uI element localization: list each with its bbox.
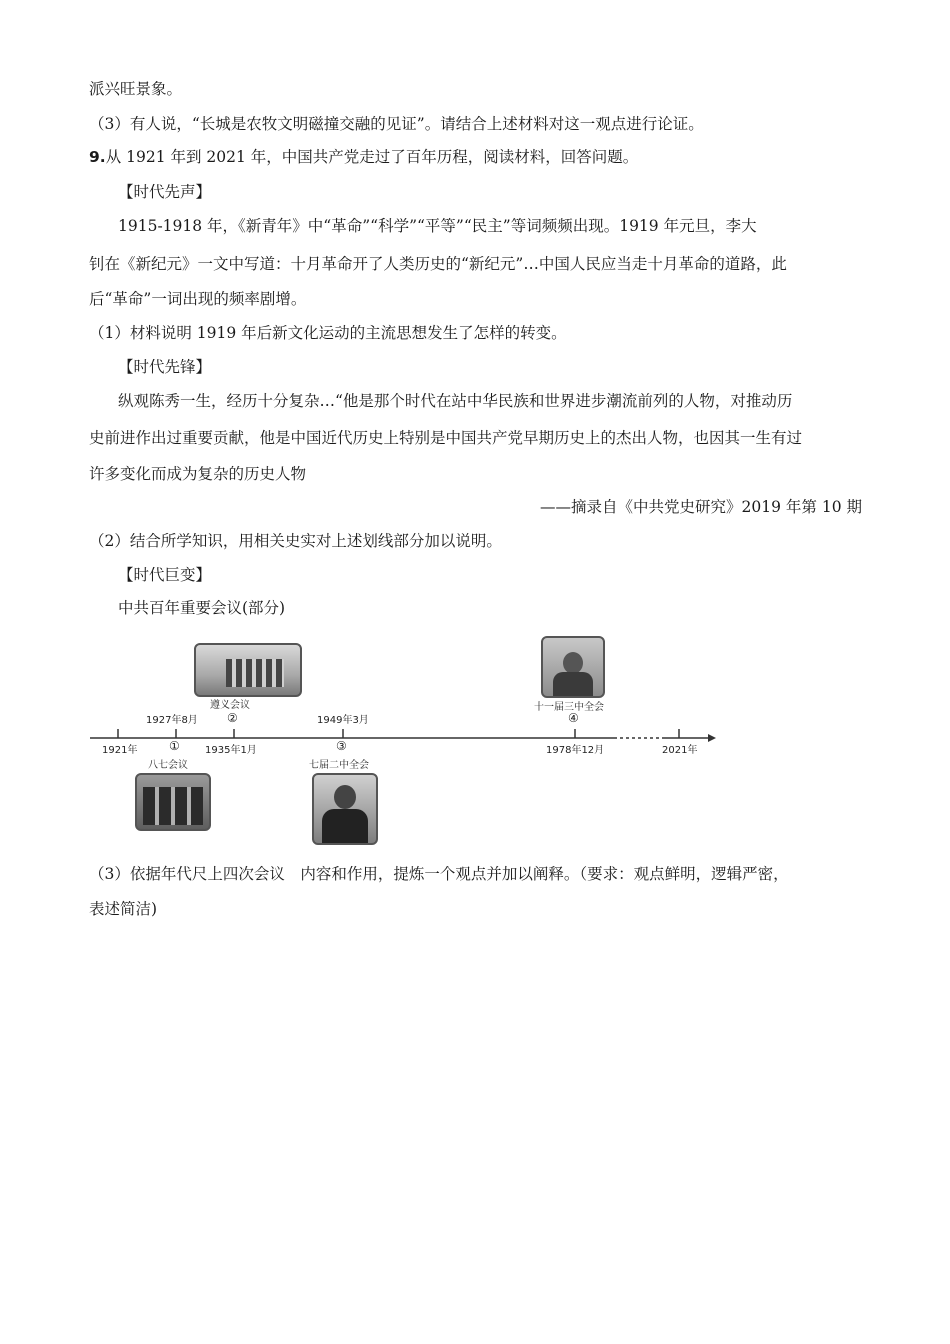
label-meeting-4: 十一届三中全会 — [534, 702, 604, 713]
third-plenum-photo — [541, 636, 605, 698]
material-paragraph: 钊在《新纪元》一文中写道：十月革命开了人类历史的“新纪元”…中国人民应当走十月革命的道路，此 — [89, 255, 787, 273]
source-citation: ——摘录自《中共党史研究》2019 年第 10 期 — [540, 498, 862, 516]
section-heading: 【时代巨变】 — [118, 566, 212, 584]
second-plenum-photo — [312, 773, 378, 845]
material-paragraph: 史前进作出过重要贡献，他是中国近代历史上特别是中国共产党早期历史上的杰出人物，也因其一生有过 — [89, 429, 803, 447]
label-date-1949: 1949年3月 — [317, 715, 369, 726]
section-heading: 【时代先锋】 — [118, 358, 212, 376]
question-3-prompt: （3）有人说，“长城是农牧文明磁撞交融的见证”。请结合上述材料对这一观点进行论证。 — [89, 115, 704, 133]
marker-3: ③ — [336, 739, 347, 753]
sub-question-1: （1）材料说明 1919 年后新文化运动的主流思想发生了怎样的转变。 — [89, 324, 567, 342]
label-meeting-3: 七届二中全会 — [309, 760, 369, 771]
timeline-title: 中共百年重要会议(部分) — [118, 599, 286, 617]
zunyi-meeting-photo — [194, 643, 302, 697]
marker-4: ④ — [568, 711, 579, 725]
label-meeting-1: 八七会议 — [148, 760, 188, 771]
sub-question-3: （3）依据年代尺上四次会议 内容和作用，提炼一个观点并加以阐释。（要求：观点鲜明，逻辑严密， — [89, 865, 789, 883]
sub-question-3-cont: 表述简洁) — [89, 900, 158, 918]
label-date-1978: 1978年12月 — [546, 745, 605, 756]
label-date-2021: 2021年 — [662, 745, 698, 756]
label-meeting-2: 遵义会议 — [210, 700, 250, 711]
material-paragraph: 许多变化而成为复杂的历史人物 — [89, 465, 307, 483]
timeline-figure — [90, 625, 730, 845]
question-text: 从 1921 年到 2021 年，中国共产党走过了百年历程，阅读材料，回答问题。 — [105, 148, 639, 166]
august-seventh-meeting-photo — [135, 773, 211, 831]
marker-1: ① — [169, 739, 180, 753]
material-paragraph: 后“革命”一词出现的频率剧增。 — [89, 290, 307, 308]
label-date-1935: 1935年1月 — [205, 745, 257, 756]
section-heading: 【时代先声】 — [118, 183, 212, 201]
question-9-heading — [89, 146, 638, 168]
question-number: 9. — [89, 148, 106, 166]
label-date-1927: 1927年8月 — [146, 715, 198, 726]
material-paragraph: 纵观陈秀一生，经历十分复杂…“他是那个时代在站中华民族和世界进步潮流前列的人物，对推动历 — [118, 392, 793, 410]
label-date-1921: 1921年 — [102, 745, 138, 756]
text-line: 派兴旺景象。 — [89, 80, 183, 98]
sub-question-2: （2）结合所学知识，用相关史实对上述划线部分加以说明。 — [89, 532, 502, 550]
marker-2: ② — [227, 711, 238, 725]
material-paragraph: 1915-1918 年，《新青年》中“革命”“科学”“平等”“民主”等词频频出现。1919 年元旦，李大 — [118, 217, 757, 235]
